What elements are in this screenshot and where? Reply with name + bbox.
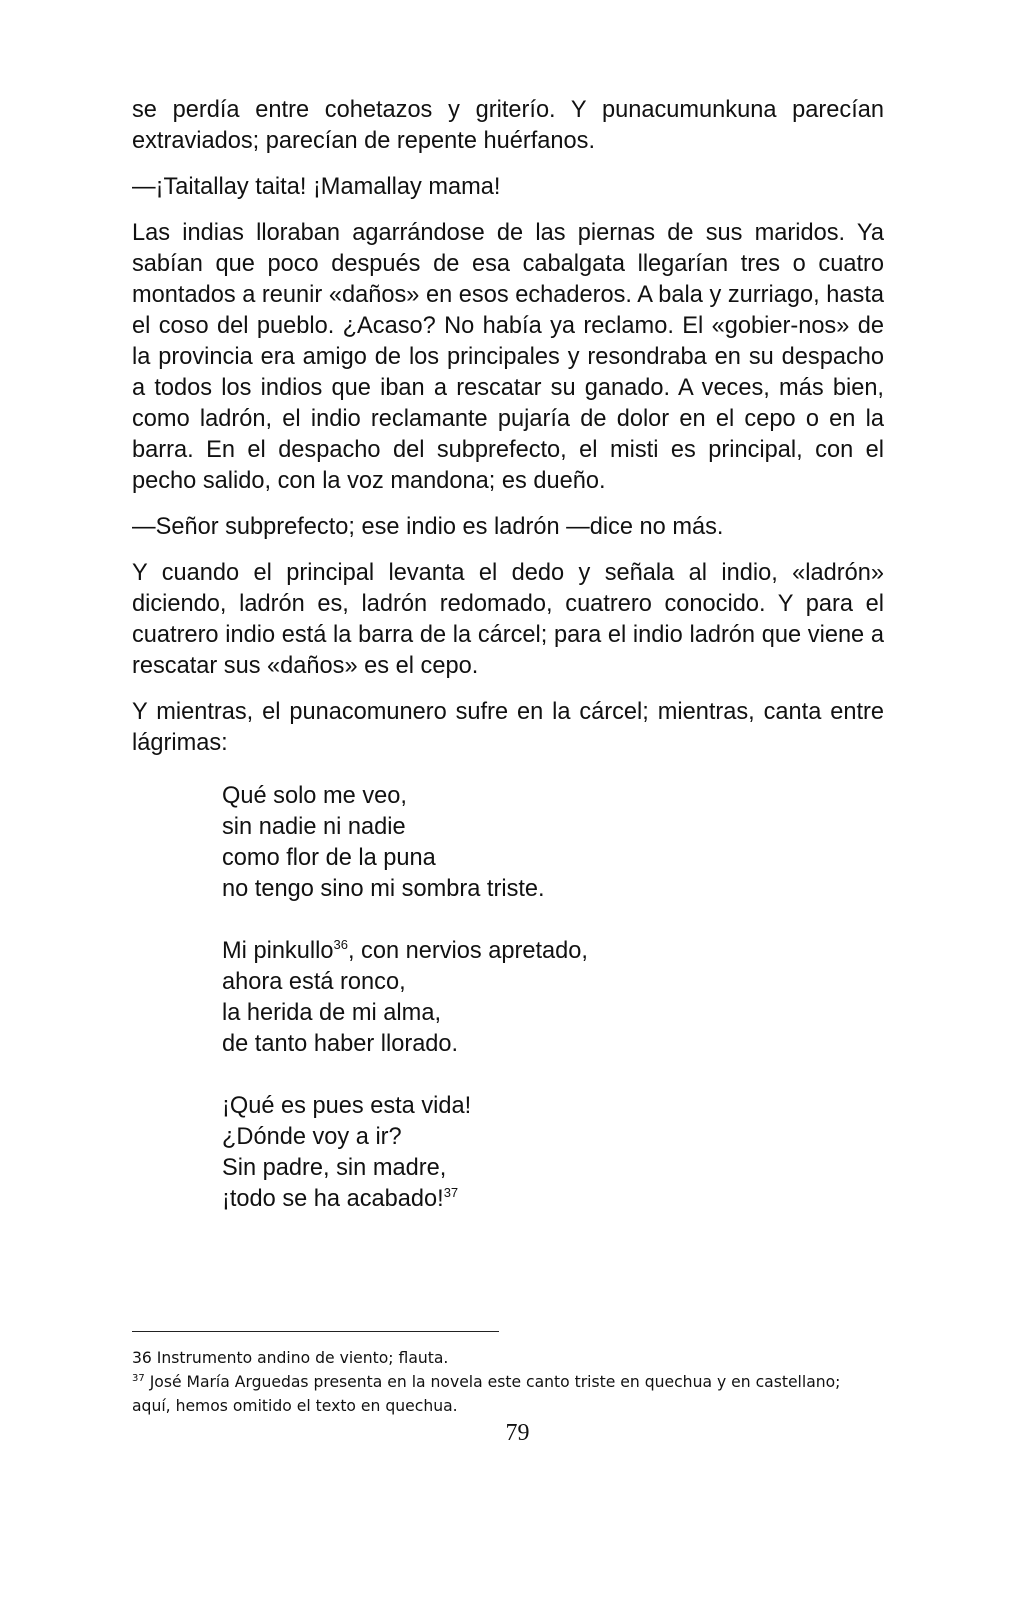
poem-line-text: Mi pinkullo — [222, 938, 334, 964]
poem-line: Qué solo me veo, — [222, 783, 407, 809]
footnote-37-text: José María Arguedas presenta en la novela este canto triste en quechua y en castellano; — [144, 1373, 841, 1391]
paragraph-1: se perdía entre cohetazos y griterío. Y punacumunkuna parecían extraviados; parecían de repente huérfanos. — [132, 97, 884, 154]
poem-line: la herida de mi alma, — [222, 1000, 442, 1026]
footnote-37-continued: aquí, hemos omitido el texto en quechua. — [132, 1397, 458, 1415]
footnote-36: 36 Instrumento andino de viento; flauta. — [132, 1349, 449, 1367]
poem-stanza-3 — [222, 1091, 884, 1215]
poem-line: ¡Qué es pues esta vida! — [222, 1093, 472, 1119]
poem-line: Sin padre, sin madre, — [222, 1155, 447, 1181]
footnote-ref-36[interactable]: 36 — [333, 937, 348, 953]
poem-line: ¿Dónde voy a ir? — [222, 1124, 402, 1150]
poem-stanza-2 — [222, 936, 884, 1060]
poem — [222, 781, 884, 1215]
poem-line: de tanto haber llorado. — [222, 1031, 459, 1057]
poem-line: como flor de la puna — [222, 845, 436, 871]
poem-line-text: ¡todo se ha acabado! — [222, 1186, 444, 1212]
paragraph-principal: Y cuando el principal levanta el dedo y señala al indio, «ladrón» diciendo, ladrón es, ladrón redomado, cuatrero conocido. Y para el cuatrero indio está la barra de la cárcel; para el indio ladrón que viene a rescatar sus «daños» es el cepo. — [132, 560, 884, 679]
footnote-ref-37[interactable]: 37 — [443, 1185, 459, 1201]
page-number: 79 — [505, 1420, 530, 1446]
body-text — [132, 95, 884, 1215]
poem-line: no tengo sino mi sombra triste. — [222, 876, 545, 902]
poem-line — [222, 1184, 884, 1215]
poem-line-text: , con nervios apretado, — [347, 938, 588, 964]
poem-stanza-1 — [222, 781, 884, 905]
poem-line: sin nadie ni nadie — [222, 814, 406, 840]
dialogue-taitallay: —¡Taitallay taita! ¡Mamallay mama! — [132, 174, 501, 200]
dialogue-subprefecto: —Señor subprefecto; ese indio es ladrón —dice no más. — [132, 514, 724, 540]
footnote-37 — [132, 1370, 892, 1394]
footnote-separator — [132, 1331, 499, 1332]
paragraph-mientras: Y mientras, el punacomunero sufre en la cárcel; mientras, canta entre lágrimas: — [132, 699, 884, 756]
paragraph-indias: Las indias lloraban agarrándose de las piernas de sus maridos. Ya sabían que poco después de esa cabalgata llegarían tres o cuatro montados a reunir «daños» en esos echaderos. A bala y zurriago, hasta el coso del pueblo. ¿Acaso? No había ya reclamo. El «gobier-nos» de la provincia era amigo de los principales y resondraba en su despacho a todos los indios que iban a rescatar su ganado. A veces, más bien, como ladrón, el indio reclamante pujaría de dolor en el cepo o en la barra. En el despacho del subprefecto, el misti es principal, con el pecho salido, con la voz mandona; es dueño. — [132, 220, 884, 494]
footnote-37-marker: 37 — [132, 1372, 145, 1384]
poem-line — [222, 936, 884, 967]
poem-line: ahora está ronco, — [222, 969, 406, 995]
footnotes — [132, 1346, 892, 1418]
